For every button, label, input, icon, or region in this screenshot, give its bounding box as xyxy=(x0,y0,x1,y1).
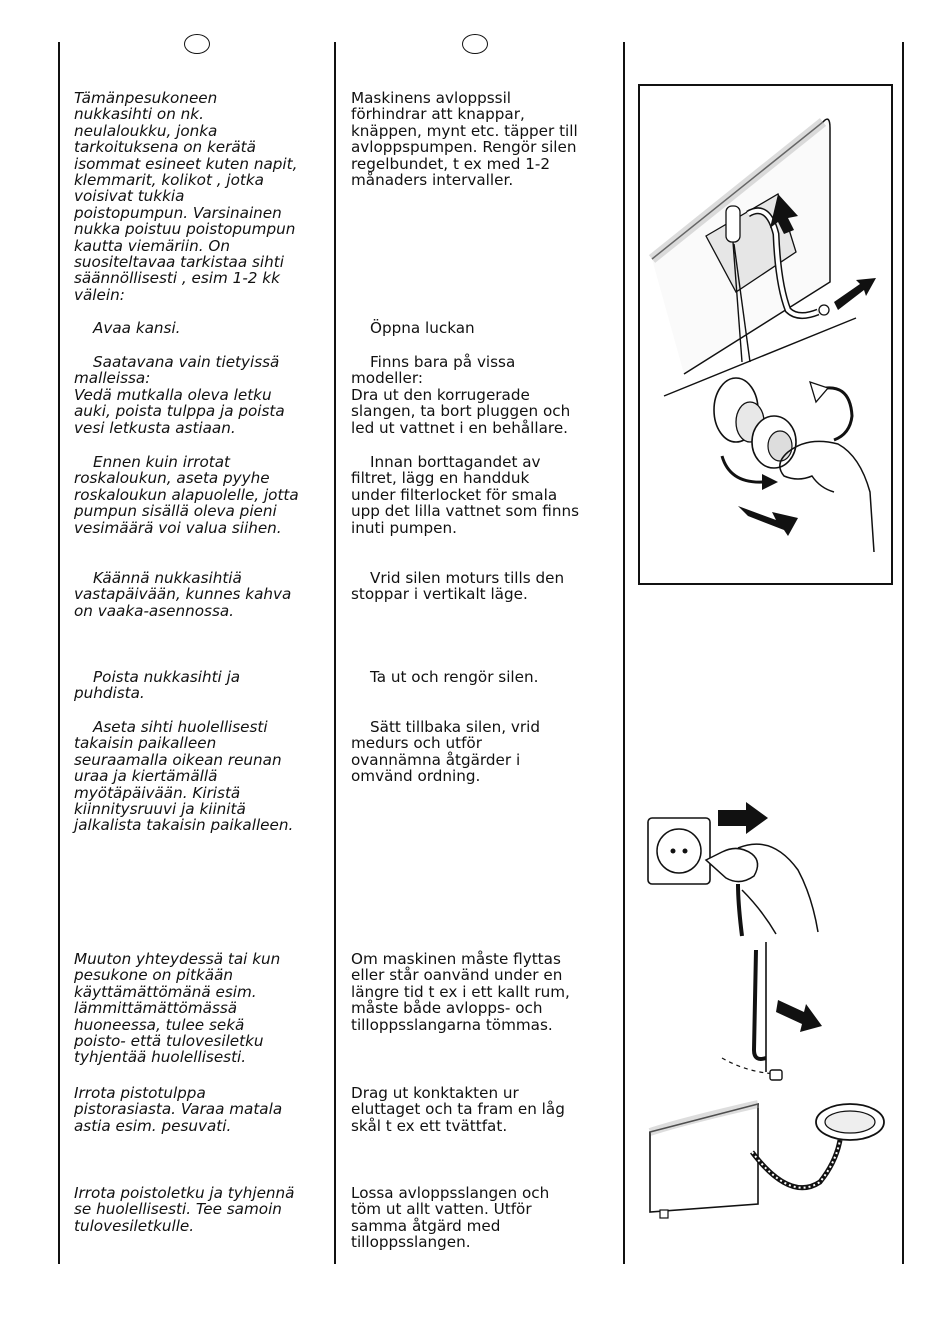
fi-unplug-step: Irrota pistotulppa pistorasiasta. Varaa matala astia esim. pesuvati. xyxy=(74,1084,283,1135)
filter-removal-illustration xyxy=(638,84,894,586)
column-rule-center xyxy=(334,42,336,1264)
sv-open-cover: Öppna luckan xyxy=(370,319,475,337)
sv-refit-filter-step: Sätt tillbaka silen, vrid medurs och utför ovannämna åtgärder i omvänd ordning. xyxy=(351,718,540,786)
language-marker-sv xyxy=(462,34,488,54)
sv-towel-step: Innan borttagandet av filtret, lägg en handduk under filterlocket för smala upp det lilla vattnet som finns inuti pumpen. xyxy=(351,453,580,537)
sv-remove-filter-step: Ta ut och rengör silen. xyxy=(370,668,539,686)
drain-basin-illustration xyxy=(640,1092,900,1262)
fi-intro-paragraph: Tämänpesukoneen nukkasihti on nk. neulaloukku, jonka tarkoituksena on kerätä isommat esineet kuten napit, klemmarit, kolikot , jotka voisivat tukkia poistopumpun. Varsinainen nukka poistuu poistopumpun kautta viemäriin. On suositeltavaa tarkistaa sihti säännöllisesti , esim 1-2 kk välein: xyxy=(74,89,298,304)
machine-side-hose-illustration xyxy=(720,938,836,1090)
fi-empty-hoses-step: Irrota poistoletku ja tyhjennä se huolellisesti. Tee samoin tulovesiletkulle. xyxy=(74,1184,295,1235)
sv-intro-paragraph: Maskinens avloppssil förhindrar att knappar, knäppen, mynt etc. täpper till avloppspumpen. Rengör silen regelbundet, t ex med 1-2 månaders intervaller. xyxy=(351,89,578,190)
fi-refit-filter-step: Aseta sihti huolellisesti takaisin paikalleen seuraamalla oikean reunan uraa ja kiertämällä myötäpäivään. Kiristä kiinnitysruuvi ja kiinitä jalkalista takaisin paikalleen. xyxy=(74,718,294,835)
fi-moving-paragraph: Muuton yhteydessä tai kun pesukone on pitkään käyttämättömänä esim. lämmittämättömässä huoneessa, tulee sekä poisto- että tulovesiletku tyhjentää huolellisesti. xyxy=(74,950,281,1067)
sv-turn-filter-step: Vrid silen moturs tills den stoppar i vertikalt läge. xyxy=(351,569,565,604)
fi-turn-filter-step: Käännä nukkasihtiä vastapäivään, kunnes kahva on vaaka-asennossa. xyxy=(74,569,292,620)
sv-drain-hose-step: Finns bara på vissa modeller: Dra ut den korrugerade slangen, ta bort pluggen och led ut vattnet i en behållare. xyxy=(351,353,571,437)
language-marker-fi xyxy=(184,34,210,54)
unplug-illustration xyxy=(642,800,832,940)
fi-drain-hose-step: Saatavana vain tietyissä malleissa: Vedä mutkalla oleva letku auki, poista tulppa ja poista vesi letkusta astiaan. xyxy=(74,353,285,437)
column-rule-edge xyxy=(902,42,904,1264)
sv-moving-paragraph: Om maskinen måste flyttas eller står oanvänd under en längre tid t ex i ett kallt rum, måste både avlopps- och tilloppsslangarna tömmas. xyxy=(351,950,570,1034)
sv-empty-hoses-step: Lossa avloppsslangen och töm ut allt vatten. Utför samma åtgärd med tilloppsslangen. xyxy=(351,1184,550,1252)
sv-unplug-step: Drag ut konktakten ur eluttaget och ta fram en låg skål t ex ett tvättfat. xyxy=(351,1084,565,1135)
column-rule-left xyxy=(58,42,60,1264)
column-rule-right xyxy=(623,42,625,1264)
fi-open-cover: Avaa kansi. xyxy=(93,319,181,337)
fi-remove-filter-step: Poista nukkasihti ja puhdista. xyxy=(74,668,241,703)
fi-towel-step: Ennen kuin irrotat roskaloukun, aseta pyyhe roskaloukun alapuolelle, jotta pumpun sisällä oleva pieni vesimäärä voi valua siihen. xyxy=(74,453,299,537)
